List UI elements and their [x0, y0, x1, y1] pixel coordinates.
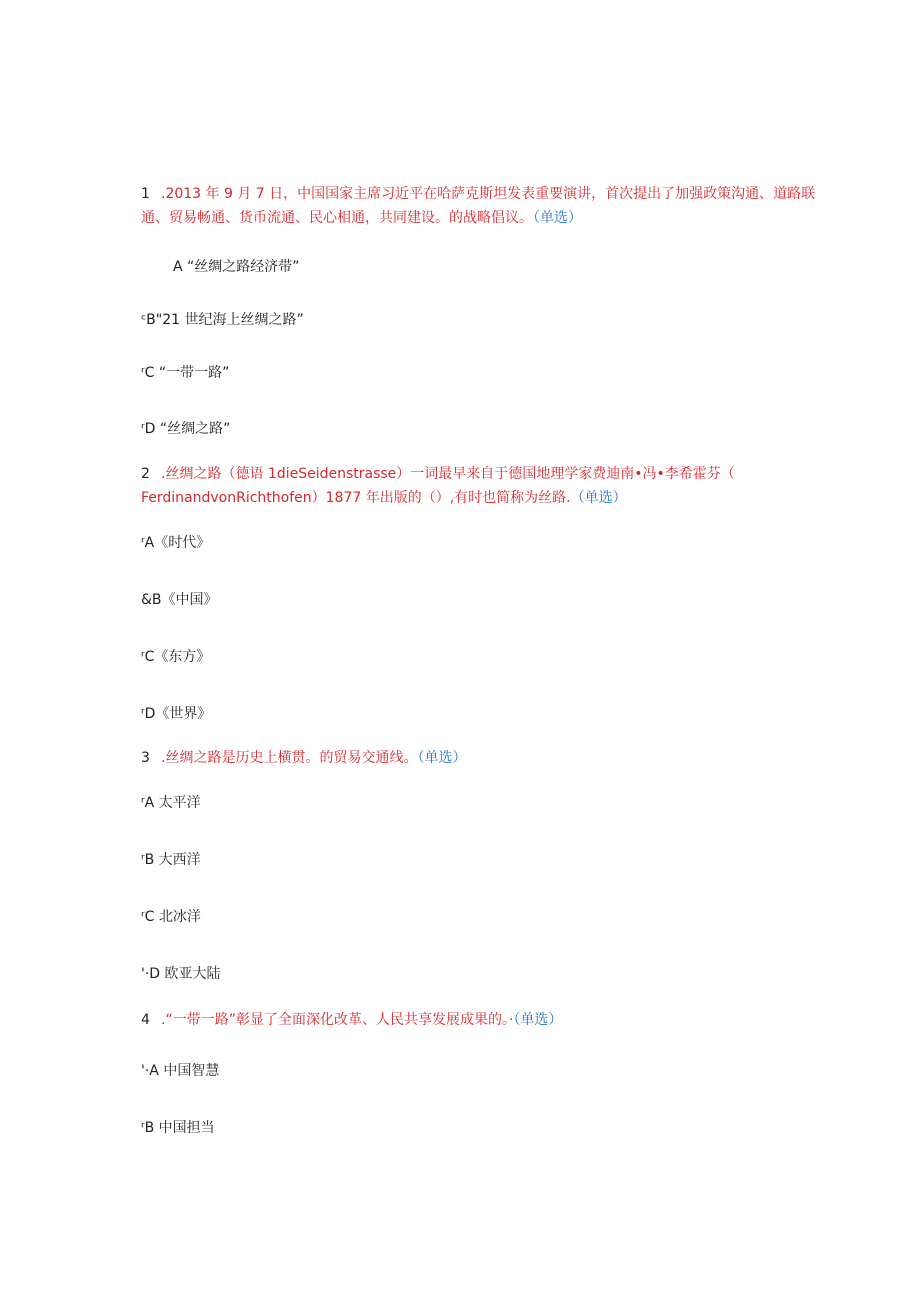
option-4b[interactable]: ʳB 中国担当	[141, 1120, 215, 1136]
question-type: （单选）	[417, 750, 467, 766]
question-2-line-1	[141, 464, 735, 484]
question-number: 3	[141, 750, 150, 766]
option-3c[interactable]: ʳC 北冰洋	[141, 909, 201, 925]
question-2-line-2	[141, 488, 627, 508]
option-4a[interactable]: '·A 中国智慧	[141, 1063, 220, 1079]
question-1-line-2	[141, 208, 582, 228]
option-1b[interactable]: ᶜB"21 世纪海上丝绸之路”	[141, 312, 304, 328]
option-3a[interactable]: ʳA 太平洋	[141, 795, 201, 811]
option-2c[interactable]: ʳC《东方》	[141, 649, 211, 665]
question-3-line-1	[141, 748, 466, 768]
option-1c[interactable]: ʳC “一带一路”	[141, 365, 230, 381]
option-1d[interactable]: ʳD “丝绸之路”	[141, 421, 231, 437]
question-4-line-1	[141, 1010, 562, 1030]
option-2d[interactable]: ʳD《世界》	[141, 706, 212, 722]
question-text: .“一带一路”彰显了全面深化改革、人民共享发展成果的。·	[161, 1012, 514, 1028]
question-text: 通、贸易畅通、货币流通、民心相通，共同建设。的战略倡议。	[141, 210, 533, 226]
question-number: 1	[141, 186, 150, 202]
option-1a[interactable]: A “丝绸之路经济带”	[173, 259, 300, 275]
question-type: （单选）	[533, 210, 582, 226]
question-type: （单选）	[570, 490, 627, 506]
question-text: .丝绸之路是历史上横贯。的贸易交通线。	[161, 750, 418, 766]
question-1-line-1	[141, 184, 815, 204]
question-text: .2013 年 9 月 7 日，中国国家主席习近平在哈萨克斯坦发表重要演讲，首次提出了加强政策沟通、道路联	[161, 186, 816, 202]
option-3d[interactable]: '·D 欧亚大陆	[141, 966, 221, 982]
question-text: .丝绸之路（德语 1dieSeidenstrasse）一词最早来自于德国地理学家费迪南•冯•李希霍芬（	[161, 466, 735, 482]
option-2b[interactable]: &B《中国》	[141, 592, 218, 608]
option-2a[interactable]: ʳA《时代》	[141, 535, 211, 551]
option-3b[interactable]: ʳB 大西洋	[141, 852, 201, 868]
question-text: FerdinandvonRichthofen）1877 年出版的（）,有时也简称为丝路.	[141, 490, 571, 506]
question-type: （单选）	[513, 1012, 563, 1028]
question-number: 2	[141, 466, 150, 482]
question-number: 4	[141, 1012, 150, 1028]
